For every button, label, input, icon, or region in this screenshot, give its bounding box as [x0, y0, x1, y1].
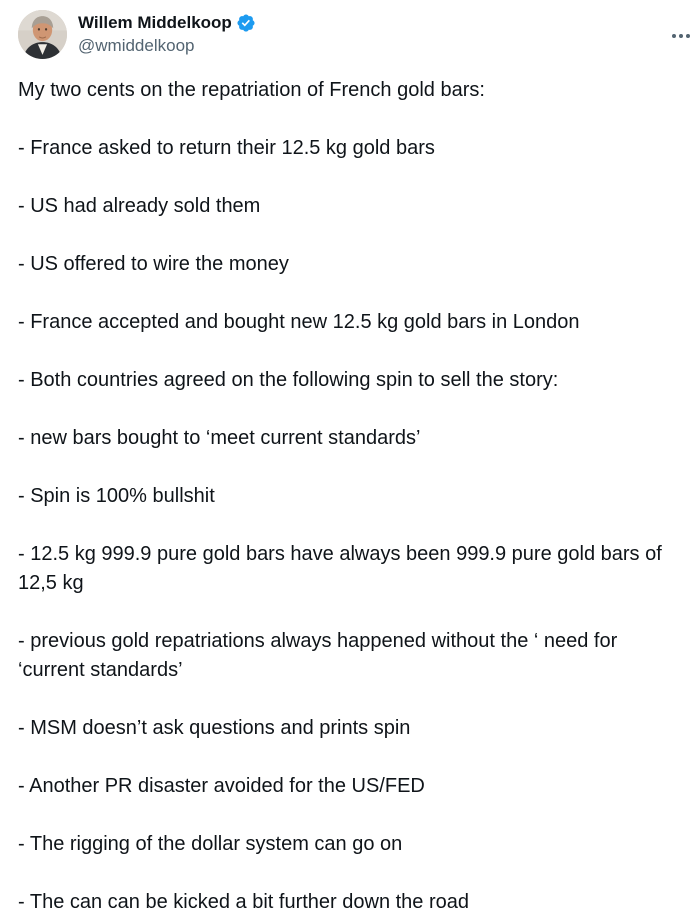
more-options-icon: [672, 34, 676, 38]
tweet-paragraph: - US offered to wire the money: [18, 253, 289, 275]
tweet-paragraph: My two cents on the repatriation of French gold bars:: [18, 79, 485, 101]
tweet-header: [0, 0, 695, 59]
verified-badge-icon: [236, 13, 256, 33]
name-row: [78, 12, 256, 33]
tweet-paragraph: - France asked to return their 12.5 kg gold bars: [18, 137, 435, 159]
tweet-paragraph: - France accepted and bought new 12.5 kg gold bars in London: [18, 311, 580, 333]
user-handle[interactable]: @wmiddelkoop: [78, 36, 195, 55]
tweet-paragraph: - previous gold repatriations always happened without the ‘ need for ‘current standards’: [18, 630, 623, 681]
avatar[interactable]: [18, 10, 67, 59]
user-photo-illustration: [18, 10, 67, 59]
tweet-paragraph: - MSM doesn’t ask questions and prints spin: [18, 717, 411, 739]
tweet-paragraph: - Spin is 100% bullshit: [18, 485, 215, 507]
display-name[interactable]: Willem Middelkoop: [78, 13, 232, 32]
user-info: [78, 10, 256, 56]
tweet-paragraph: - new bars bought to ‘meet current standards’: [18, 427, 421, 449]
tweet-paragraph: - US had already sold them: [18, 195, 261, 217]
tweet-paragraph: - Another PR disaster avoided for the US/FED: [18, 775, 425, 797]
tweet-body: [0, 59, 695, 917]
more-options-icon: [686, 34, 690, 38]
tweet-paragraph: - The can can be kicked a bit further down the road: [18, 891, 470, 913]
tweet-paragraph: - Both countries agreed on the following spin to sell the story:: [18, 369, 559, 391]
more-options-icon: [679, 34, 683, 38]
more-options-button[interactable]: [664, 10, 693, 46]
tweet-paragraph: - 12.5 kg 999.9 pure gold bars have always been 999.9 pure gold bars of 12,5 kg: [18, 543, 668, 594]
tweet-paragraph: - The rigging of the dollar system can go on: [18, 833, 403, 855]
